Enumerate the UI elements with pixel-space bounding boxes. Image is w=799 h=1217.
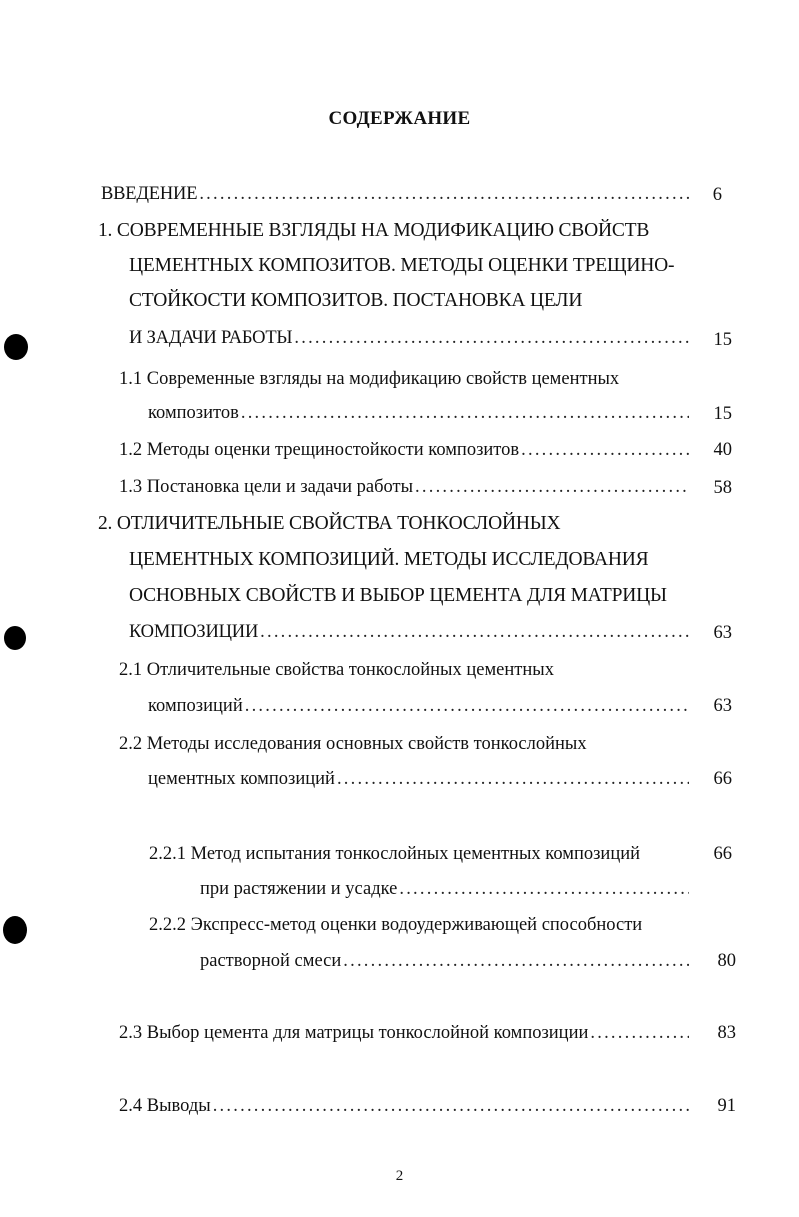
page-number: 2 [395, 1168, 404, 1184]
toc-chapter-1-line-4[interactable] [129, 326, 691, 350]
toc-page-number: 80 [717, 951, 736, 971]
toc-entry-label: цементных композиций [148, 769, 335, 789]
binder-hole-top [4, 334, 28, 360]
toc-entry-label: 1.3 Постановка цели и задачи работы [119, 477, 414, 497]
toc-entry-label: при растяжении и усадке [200, 879, 398, 899]
toc-chapter-1-line-3[interactable]: СТОЙКОСТИ КОМПОЗИТОВ. ПОСТАНОВКА ЦЕЛИ [129, 290, 583, 311]
leader-dots [241, 401, 689, 425]
binder-hole-bottom [3, 916, 27, 944]
toc-page-number: 40 [713, 440, 732, 460]
leader-dots [399, 877, 689, 901]
toc-entry-label: композиций [148, 696, 243, 716]
toc-section-2-2-2-line-1[interactable]: 2.2.2 Экспресс-метод оценки водоудерживающей способности [149, 915, 643, 935]
leader-dots [337, 767, 689, 791]
toc-entry-label: ВВЕДЕНИЕ [101, 184, 198, 204]
toc-page-number: 15 [713, 404, 732, 424]
toc-entry-label: КОМПОЗИЦИИ [129, 622, 259, 642]
toc-page-number: 66 [713, 844, 732, 864]
toc-chapter-1-line-2[interactable]: ЦЕМЕНТНЫХ КОМПОЗИТОВ. МЕТОДЫ ОЦЕНКИ ТРЕЩИНО- [129, 255, 675, 276]
toc-section-2-2-1-line-2[interactable] [200, 877, 689, 901]
toc-entry-label: 1.2 Методы оценки трещиностойкости композитов [119, 440, 520, 460]
leader-dots [213, 1094, 689, 1118]
toc-title: СОДЕРЖАНИЕ [328, 108, 471, 129]
toc-section-2-2-line-2[interactable] [148, 767, 689, 791]
toc-chapter-2-line-3[interactable]: ОСНОВНЫХ СВОЙСТВ И ВЫБОР ЦЕМЕНТА ДЛЯ МАТРИЦЫ [129, 585, 667, 606]
toc-section-2-2-1-line-1[interactable]: 2.2.1 Метод испытания тонкослойных цементных композиций [149, 844, 641, 864]
toc-section-2-3[interactable] [119, 1021, 689, 1045]
toc-page-number: 63 [713, 623, 732, 643]
leader-dots [199, 182, 691, 206]
toc-page-number: 91 [717, 1096, 736, 1116]
leader-dots [415, 475, 689, 499]
toc-page-number: 63 [713, 696, 732, 716]
toc-section-1-3[interactable] [119, 475, 689, 499]
toc-page-number: 58 [713, 478, 732, 498]
toc-section-1-1-line-1[interactable]: 1.1 Современные взгляды на модификацию свойств цементных [119, 369, 620, 389]
toc-chapter-2-line-2[interactable]: ЦЕМЕНТНЫХ КОМПОЗИЦИЙ. МЕТОДЫ ИССЛЕДОВАНИЯ [129, 549, 649, 570]
toc-chapter-2-line-4[interactable] [129, 620, 690, 644]
toc-section-2-2-2-line-2[interactable] [200, 949, 689, 973]
toc-section-2-4[interactable] [119, 1094, 689, 1118]
toc-section-2-1-line-1[interactable]: 2.1 Отличительные свойства тонкослойных цементных [119, 660, 554, 680]
leader-dots [260, 620, 690, 644]
toc-section-2-2-line-1[interactable]: 2.2 Методы исследования основных свойств тонкослойных [119, 734, 587, 754]
toc-page-number: 83 [717, 1023, 736, 1043]
toc-section-1-2[interactable] [119, 438, 689, 462]
binder-hole-middle [4, 626, 26, 650]
toc-entry-label: 2.3 Выбор цемента для матрицы тонкослойной композиции [119, 1023, 589, 1043]
toc-section-2-1-line-2[interactable] [148, 694, 689, 718]
leader-dots [521, 438, 689, 462]
toc-entry-label: 2.4 Выводы [119, 1096, 211, 1116]
toc-entry-label: растворной смеси [200, 951, 342, 971]
toc-entry-intro[interactable] [101, 182, 691, 206]
leader-dots [245, 694, 689, 718]
toc-page-number: 66 [713, 769, 732, 789]
leader-dots [294, 326, 691, 350]
toc-page-number: 15 [713, 330, 732, 350]
toc-page-number: 6 [712, 185, 722, 205]
toc-chapter-2-line-1[interactable]: 2. ОТЛИЧИТЕЛЬНЫЕ СВОЙСТВА ТОНКОСЛОЙНЫХ [98, 513, 561, 534]
toc-section-1-1-line-2[interactable] [148, 401, 689, 425]
toc-entry-label: И ЗАДАЧИ РАБОТЫ [129, 328, 293, 348]
leader-dots [343, 949, 689, 973]
leader-dots [590, 1021, 689, 1045]
toc-entry-label: композитов [148, 403, 239, 423]
toc-chapter-1-line-1[interactable]: 1. СОВРЕМЕННЫЕ ВЗГЛЯДЫ НА МОДИФИКАЦИЮ СВОЙСТВ [98, 220, 650, 241]
